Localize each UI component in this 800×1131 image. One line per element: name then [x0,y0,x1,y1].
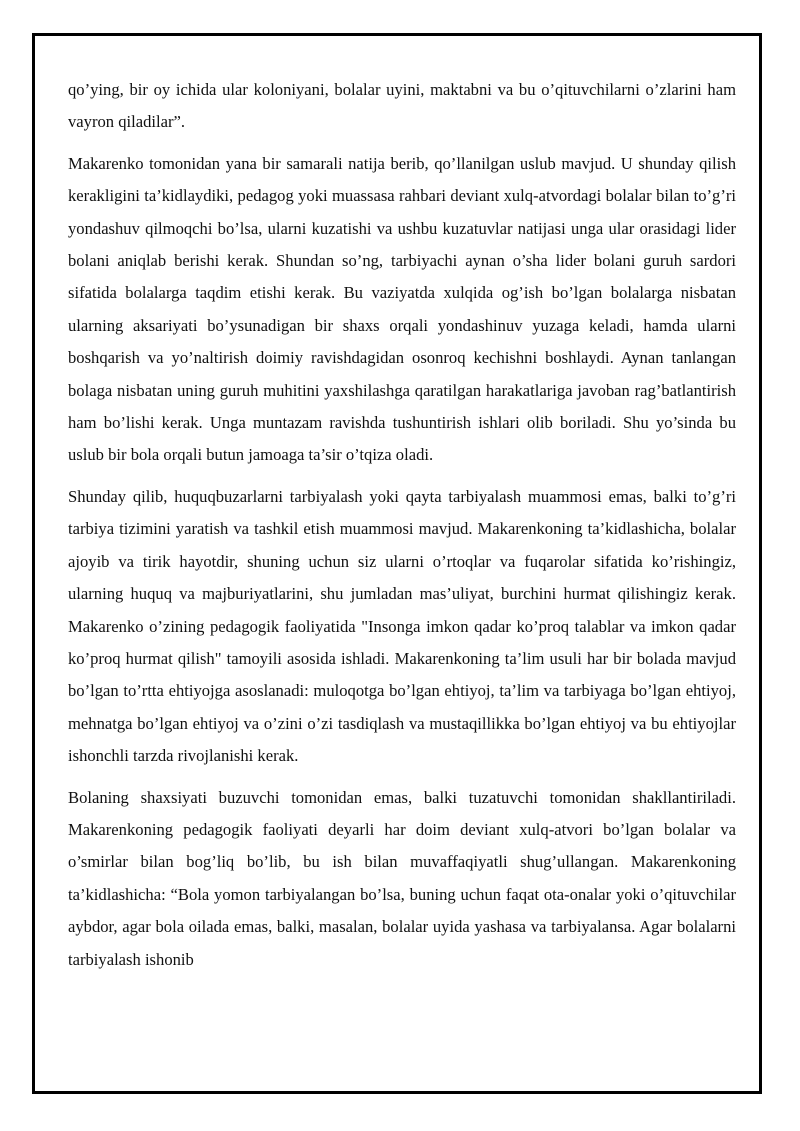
paragraph-4: Bolaning shaxsiyati buzuvchi tomonidan emas, balki tuzatuvchi tomonidan shakllantiriladi. Makarenkoning pedagogik faoliyati deyarli har doim deviant xulq-atvori bo’lgan bolalar va o’smirlar bilan bog’liq bo’lib, bu ish bilan muvaffaqiyatli shug’ullangan. Makarenkoning ta’kidlashicha: “Bola yomon tarbiyalangan bo’lsa, buning uchun faqat ota-onalar yoki o’qituvchilar aybdor, agar bola oilada emas, balki, masalan, bolalar uyida yashasa va tarbiyalansa. Agar bolalarni tarbiyalash ishonib [68,787,736,969]
paragraph-3: Shunday qilib, huquqbuzarlarni tarbiyalash yoki qayta tarbiyalash muammosi emas, balki to’g’ri tarbiya tizimini yaratish va tashkil etish muammosi mavjud. Makarenkoning ta’kidlashicha, bolalar ajoyib va tirik hayotdir, shuning uchun siz ularni o’rtoqlar va fuqarolar sifatida ko’rishingiz, ularning huquq va majburiyatlarini, shu jumladan mas’uliyat, burchini hurmat qilishingiz kerak. Makarenko o’zining pedagogik faoliyatida "Insonga imkon qadar ko’proq talablar va imkon qadar ko’proq hurmat qilish" tamoyili asosida ishladi. Makarenkoning ta’lim usuli har bir bolada mavjud bo’lgan to’rtta ehtiyojga asoslanadi: muloqotga bo’lgan ehtiyoj, ta’lim va tarbiyaga bo’lgan ehtiyoj, mehnatga bo’lgan ehtiyoj va o’zini o’zi tasdiqlash va mustaqillikka bo’lgan ehtiyoj va bu ehtiyojlar ishonchli tarzda rivojlanishi kerak. [68,486,736,766]
paragraph-1: qo’ying, bir oy ichida ular koloniyani, bolalar uyini, maktabni va bu o’qituvchilarni o’zlarini ham vayron qiladilar”. [68,80,736,132]
document-body [68,74,736,985]
paragraph-2: Makarenko tomonidan yana bir samarali natija berib, qo’llanilgan uslub mavjud. U shunday qilish kerakligini ta’kidlaydiki, pedagog yoki muassasa rahbari deviant xulq-atvordagi bolalar bilan to’g’ri yondashuv qilmoqchi bo’lsa, ularni kuzatishi va ushbu kuzatuvlar natijasi unga ular orasidagi lider bolani aniqlab berishi kerak. Shundan so’ng, tarbiyachi aynan o’sha lider bolani guruh sardori sifatida bolalarga taqdim etishi kerak. Bu vaziyatda xulqida og’ish bo’lgan bolalarga nisbatan ularning aksariyati bo’ysunadigan bir shaxs orqali yondashinuv yuzaga keladi, hamda ularni boshqarish va yo’naltirish doimiy ravishdagidan osonroq kechishni boshlaydi. Aynan tanlangan bolaga nisbatan uning guruh muhitini yaxshilashga qaratilgan harakatlariga javoban rag’batlantirish ham bo’lishi kerak. Unga muntazam ravishda tushuntirish ishlari olib boriladi. Shu yo’sinda bu uslub bir bola orqali butun jamoaga ta’sir o’tqiza oladi. [68,153,736,465]
